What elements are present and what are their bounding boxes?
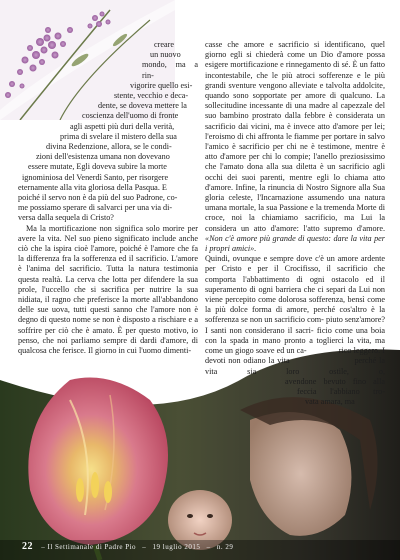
- right-column: [205, 40, 385, 407]
- text-line: rico leggero. I devoti non odiano la vita: [205, 346, 385, 366]
- text-line: dente, se doveva mettere la: [98, 101, 187, 111]
- issue-date: 19 luglio 2015: [152, 543, 201, 551]
- left-opening-block: [18, 40, 198, 224]
- text-line: zioni dell'esistenza umana non dovevano: [36, 152, 170, 162]
- gospel-quote: «Non c'è amore più grande di questo: dare la vita per i propri amici».: [205, 233, 385, 254]
- text-line: un nuovo: [150, 50, 181, 60]
- sep-dash: –: [41, 543, 46, 551]
- paragraph: [205, 40, 385, 254]
- page-number: 22: [22, 541, 33, 552]
- text-line: essere mutate, Egli doveva subire la morte: [28, 162, 167, 172]
- text-line: avendone bevuto fino alla: [285, 376, 385, 386]
- sep-dash: –: [206, 543, 211, 551]
- text-line: ardente per Cristo e per il Crocifisso, il sacrificio: [205, 254, 385, 274]
- sep-dash: –: [142, 543, 147, 551]
- text-line: bensì come la più dolce forma di amore, perché: [205, 295, 386, 315]
- text-line: coscienza dell'uomo di fronte: [82, 111, 179, 121]
- text-line: me possiamo sperare di salvarci per una via di-: [18, 203, 173, 213]
- text-line: cos'altro è la sofferenza se non un sacrificio com-: [205, 305, 386, 325]
- page-footer: [22, 541, 382, 552]
- text-line: Quindi, ovunque e sempre dove c'è un amore: [205, 254, 359, 264]
- issue-number: n. 29: [216, 543, 234, 551]
- text-line: che comporta l'abbattimento di ogni ostacolo ed il: [205, 264, 386, 284]
- text-line: mondo, ma a rin-: [142, 60, 198, 80]
- text-line: ficio come una boia con la spada in mano pronto a: [205, 325, 386, 345]
- text-line: creare: [154, 40, 174, 49]
- text-line: piuto senz'amore? I santi non considerano il sacri-: [205, 315, 386, 335]
- paragraph: [205, 254, 385, 407]
- text-line: prima di svelare il mistero della sua: [60, 131, 177, 141]
- magazine-title: Il Settimanale di Padre Pio: [47, 543, 137, 551]
- text-line: eternamente alla vita gloriosa della Pasqua. E: [18, 182, 167, 192]
- text-line: stente, vecchio e deca-: [114, 91, 189, 101]
- text-line: vigorire quello esi-: [130, 80, 193, 90]
- text-line: toglierci la vita, ma come un giogo soave ed un ca-: [205, 335, 385, 356]
- paragraph: Ma la mortificazione non significa solo morire per avere la vita. Nel suo pieno significato include anche ciò che la ispira cioè l'amore, poiché è l'amore che fa la differenza fra la sofferenza ed il sacrificio. L'amore è l'anima del sacrificio. Tutta la natura testimonia questa realtà. La cerva che lotta per difendere la sua prole, l'uccello che si sacrifica per nutrire la sua nidiata, il ragno che preferisce la morte all'abbandono delle sue uova, tutti questi sanno che l'amore non è degno di questo nome se non è disposto a rischiare e a soffrire per ciò che è amato. È per questo motivo, io penso, che noi parliamo sempre di dardi d'amore, di qualcosa che ferisce. Il giorno in cui l'uomo dimenti-: [18, 223, 198, 356]
- text-line: ignominiosa del Venerdì Santo, per risorgere: [22, 172, 169, 182]
- text-line: perché la vita sia loro ostile, o,: [205, 356, 386, 376]
- text-line: poiché il servo non è da più del suo Padrone, co-: [18, 193, 178, 203]
- text-line: divina Redenzione, allora, se le condi-: [46, 142, 172, 152]
- text-line: non viene percepito come dolorosa sofferenza,: [205, 284, 386, 305]
- text-line: vata amara, ma: [305, 397, 355, 407]
- text-line: agli aspetti più duri della verità,: [70, 121, 175, 131]
- left-column: [18, 40, 198, 356]
- text-line: versa dalla sequela di Cristo?: [18, 213, 114, 223]
- paragraph-text: casse che amore e sacrificio si identificano, quel giorno egli si chiederà come un Dio d'amore possa esigere mortificazione e rinnegamento di sé. È un fatto incontestabile, che le più atroci sofferenze e le più grandi sventure vengono alleviate e talvolta addolcite, quando sono sopportate per amore di qualcuno. La sollecitudine incessante di una madre al capezzale del suo bambino prostrato dalla febbre è considerata un sacrificio dai vicini, ma è invece atto d'amore per lei; l'eroismo di chi affronta le fiamme per portare in salvo l'amico è sacrificio per chi ne è testimone, mentre è atto d'amore per chi lo compie; l'anello preziosissimo che l'amato dona alla sua diletta è un sacrificio agli occhi dei suoi parenti, mentre egli lo chiama atto d'amore. Infine, la rinuncia di Nostro Signore alla Sua gloria celeste, l'Incarnazione assumendo una natura umana mortale, la sua Passione e la tremenda Morte di croce, noi la chiamiamo sacrificio, ma Lui la considera un atto d'amore: l'atto supremo d'amore.: [205, 40, 385, 233]
- text-line: superamento di ogni barriera che ci separi da Lui: [205, 284, 371, 294]
- text-line: feccia l'abbiano tro-: [297, 386, 385, 396]
